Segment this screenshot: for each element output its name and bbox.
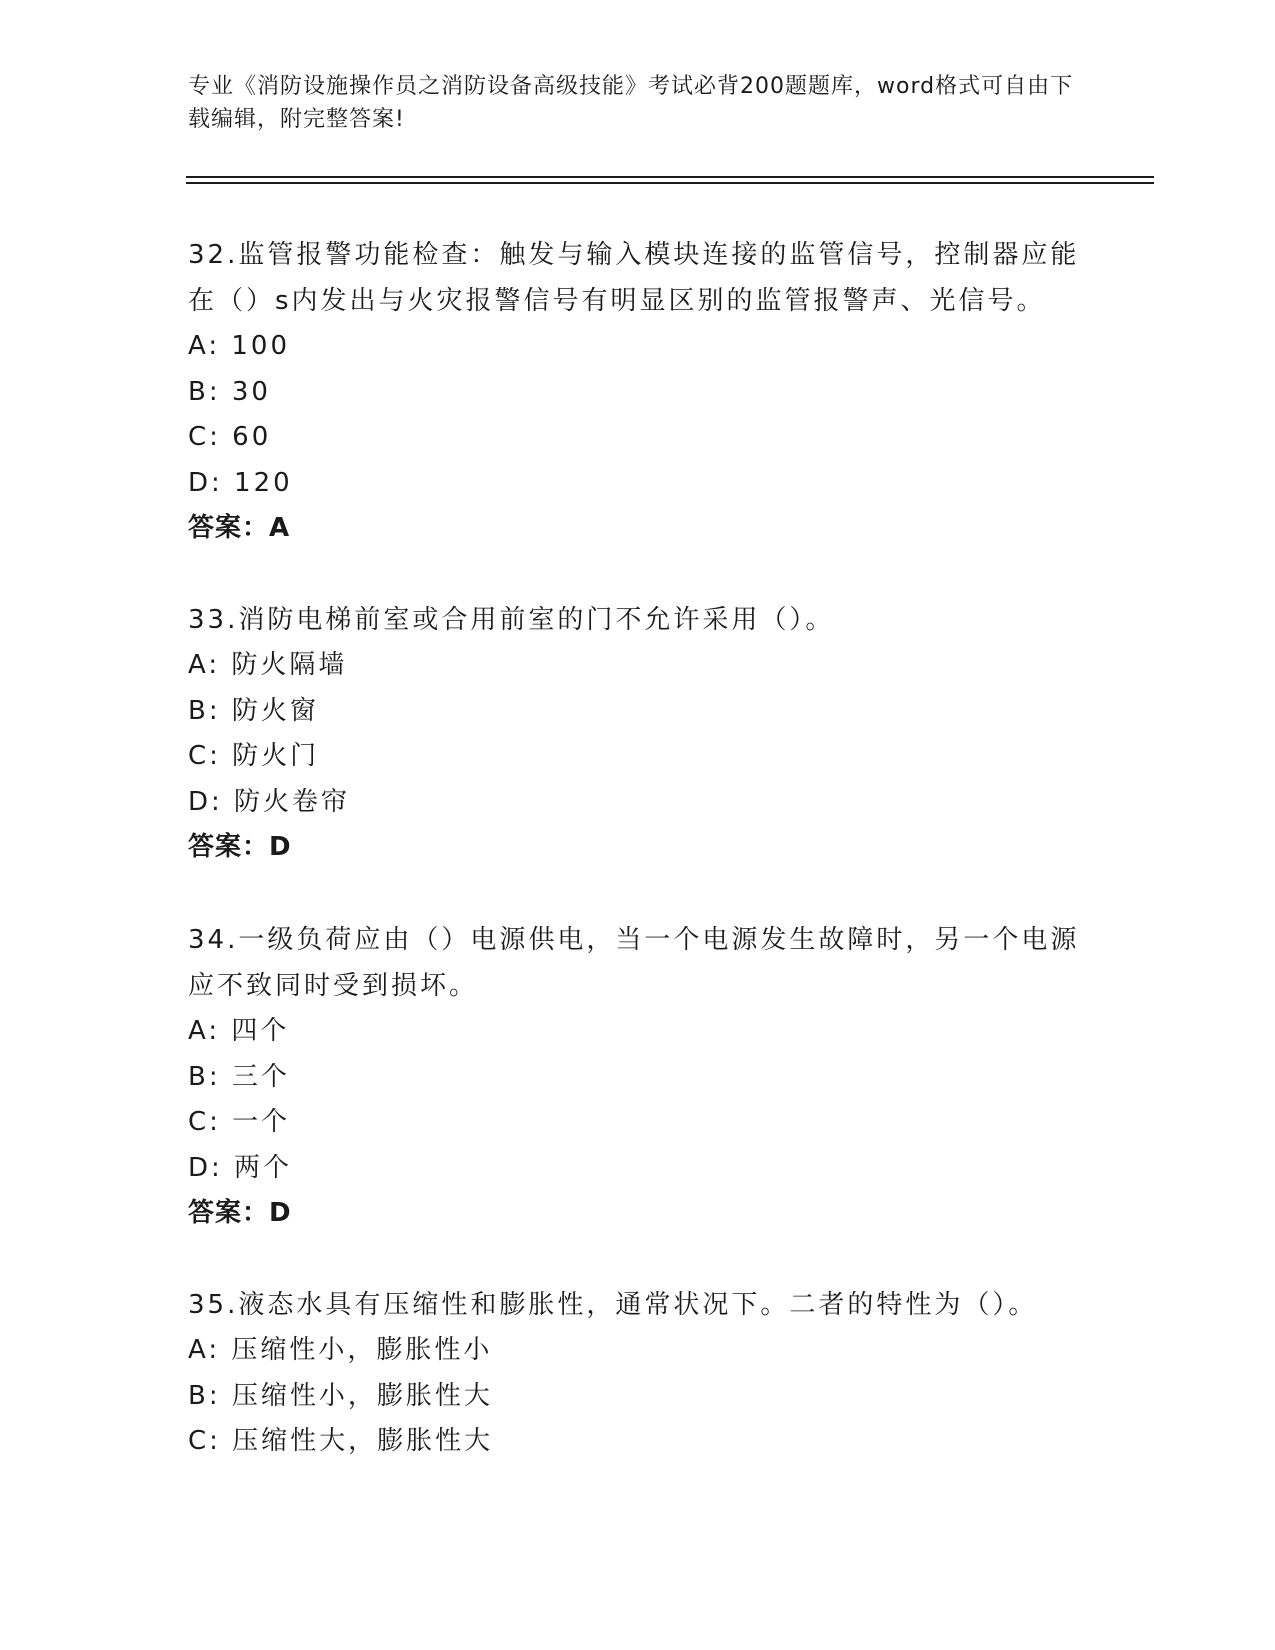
- question-stem: 32.监管报警功能检查：触发与输入模块连接的监管信号，控制器应能在（）s内发出与火灾报警信号有明显区别的监管报警声、光信号。: [188, 240, 1080, 316]
- option-d: D: 120: [188, 467, 293, 498]
- question-32: [188, 232, 1088, 552]
- option-c: C: 压缩性大，膨胀性大: [188, 1426, 494, 1456]
- answer: 答案：D: [188, 1198, 292, 1228]
- answer: 答案：D: [188, 832, 292, 862]
- option-b: B: 压缩性小，膨胀性大: [188, 1380, 493, 1411]
- option-a: A: 四个: [188, 1016, 290, 1046]
- question-34: [188, 917, 1088, 1237]
- option-a: A: 防火隔墙: [188, 650, 348, 680]
- header-divider-top: [186, 176, 1154, 178]
- option-a: A: 100: [188, 331, 290, 361]
- question-stem: 35.液态水具有压缩性和膨胀性，通常状况下。二者的特性为（）。: [188, 1290, 1038, 1320]
- option-b: B: 三个: [188, 1061, 290, 1092]
- option-c: C: 一个: [188, 1107, 291, 1137]
- question-35: [188, 1282, 1088, 1465]
- option-d: D: 两个: [188, 1152, 293, 1183]
- header-divider-bottom: [186, 182, 1154, 184]
- option-b: B: 30: [188, 376, 271, 407]
- option-b: B: 防火窗: [188, 695, 319, 726]
- question-stem: 34.一级负荷应由（）电源供电，当一个电源发生故障时，另一个电源应不致同时受到损坏。: [188, 925, 1080, 1001]
- option-c: C: 防火门: [188, 741, 320, 771]
- option-c: C: 60: [188, 422, 272, 452]
- question-33: [188, 597, 1088, 871]
- answer: 答案：A: [188, 513, 291, 543]
- question-stem: 33.消防电梯前室或合用前室的门不允许采用（）。: [188, 605, 835, 635]
- option-a: A: 压缩性小，膨胀性小: [188, 1335, 493, 1365]
- option-d: D: 防火卷帘: [188, 786, 351, 817]
- document-intro: 专业《消防设施操作员之消防设备高级技能》考试必背200题题库，word格式可自由下载编辑，附完整答案!: [188, 74, 1074, 132]
